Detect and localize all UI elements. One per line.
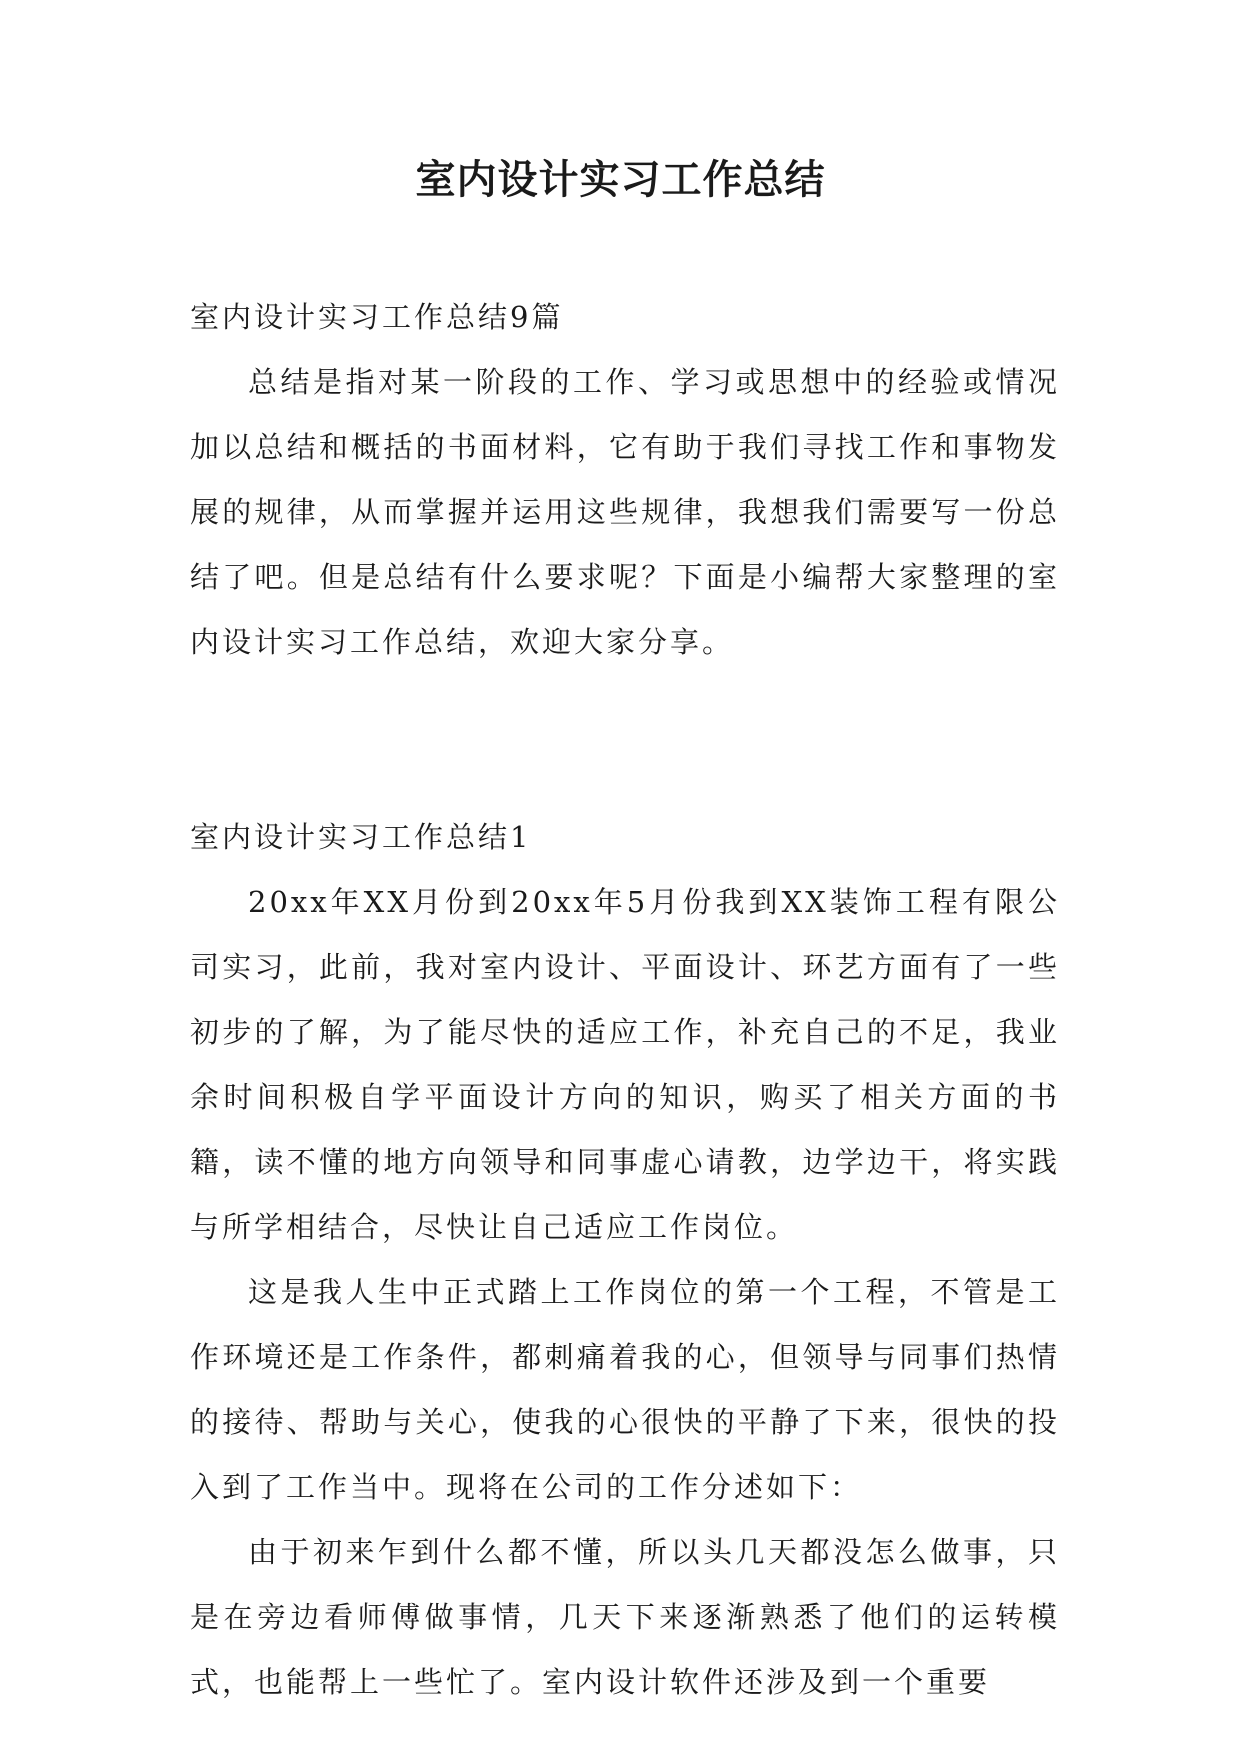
section-heading: 室内设计实习工作总结1 [190,820,532,854]
section-spacer [190,675,1060,805]
document-subtitle: 室内设计实习工作总结9篇 [190,300,564,334]
document-body [190,285,1060,1715]
body-paragraph: 20xx年XX月份到20xx年5月份我到XX装饰工程有限公司实习，此前，我对室内设计、平面设计、环艺方面有了一些初步的了解，为了能尽快的适应工作，补充自己的不足，我业余时间积极自学平面设计方向的知识，购买了相关方面的书籍，读不懂的地方向领导和同事虚心请教，边学边干，将实践与所学相结合，尽快让自己适应工作岗位。 [190,885,1060,1244]
body-paragraph: 由于初来乍到什么都不懂，所以头几天都没怎么做事，只是在旁边看师傅做事情，几天下来逐渐熟悉了他们的运转模式，也能帮上一些忙了。室内设计软件还涉及到一个重要 [190,1535,1060,1699]
document-title: 室内设计实习工作总结 [415,156,826,203]
intro-paragraph: 总结是指对某一阶段的工作、学习或思想中的经验或情况加以总结和概括的书面材料，它有助于我们寻找工作和事物发展的规律，从而掌握并运用这些规律，我想我们需要写一份总结了吧。但是总结有什么要求呢？下面是小编帮大家整理的室内设计实习工作总结，欢迎大家分享。 [190,365,1060,659]
body-paragraph: 这是我人生中正式踏上工作岗位的第一个工程，不管是工作环境还是工作条件，都刺痛着我的心，但领导与同事们热情的接待、帮助与关心，使我的心很快的平静了下来，很快的投入到了工作当中。现将在公司的工作分述如下： [190,1275,1060,1504]
